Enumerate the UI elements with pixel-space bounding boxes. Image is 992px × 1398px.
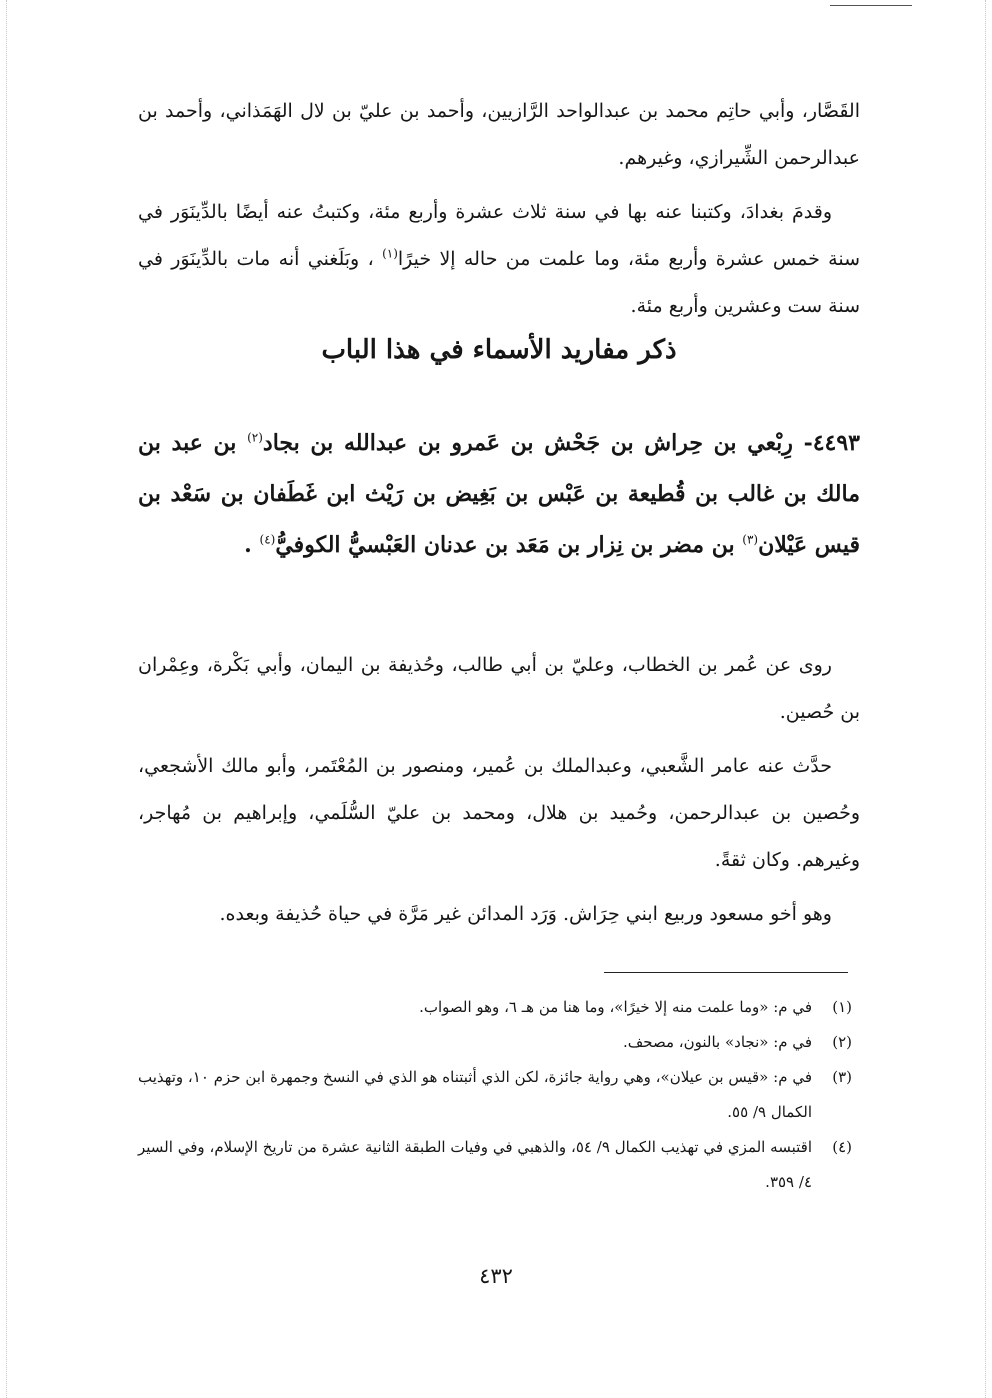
- footnote-2: [138, 1025, 852, 1060]
- entry-name-end: .: [244, 532, 252, 558]
- footnote-number: (٣): [832, 1068, 852, 1086]
- entry-name-part-3: بن مضر بن نِزار بن مَعَد بن عدنان العَبْسيُّ الكوفيُّ: [275, 532, 735, 558]
- paragraph-narrators: حدَّث عنه عامر الشَّعبي، وعبدالملك بن عُمير، ومنصور بن المُعْتَمر، وأبو مالك الأشجعي، وحُصين بن عبدالرحمن، وحُميد بن هلال، ومحمد بن عليّ السُّلَمي، وإبراهيم بن مُهاجر، وغيرهم. وكان ثقةً.: [138, 755, 860, 871]
- margin-guide-right: [985, 0, 986, 1398]
- page-number: ٤٣٢: [479, 1264, 513, 1288]
- margin-guide-left: [6, 0, 7, 1398]
- footnote-1: [138, 990, 852, 1025]
- biography-entry: [138, 418, 860, 571]
- footnote-4: [138, 1130, 852, 1200]
- footnote-marker-3[interactable]: (٣): [742, 532, 759, 547]
- entry-lineage: [138, 418, 860, 571]
- paragraph-baghdad: [138, 189, 860, 330]
- footnote-number: (٢): [832, 1033, 852, 1051]
- footnotes: [138, 990, 852, 1200]
- paragraph-brothers: وهو أخو مسعود وربيع ابني حِرَاش. وَرَد المدائن غير مَرَّة في حياة حُذيفة وبعده.: [219, 903, 832, 925]
- paragraph-narrated-from: روى عن عُمر بن الخطاب، وعليّ بن أبي طالب، وحُذيفة بن اليمان، وأبي بَكْرة، وعِمْران بن حُصين.: [138, 654, 860, 723]
- paragraph-baghdad-end: ، وبَلَغني أنه مات بالدِّينَوَر في سنة ست وعشرين وأربع مئة.: [138, 248, 860, 317]
- header-rule: [830, 5, 912, 6]
- footnote-text: في م: «نجاد» بالنون، مصحف.: [622, 1033, 812, 1051]
- footnote-number: (١): [832, 998, 852, 1016]
- footnote-marker-4[interactable]: (٤): [259, 532, 276, 547]
- paragraph-baghdad-text: وقدمَ بغدادَ، وكتبنا عنه بها في سنة ثلاث عشرة وأربع مئة، وكتبتُ عنه أيضًا بالدِّينَوَر في سنة خمس عشرة وأربع مئة، وما علمت من حاله إلا خيرًا: [138, 201, 860, 270]
- footnote-3: [138, 1060, 852, 1130]
- entry-name-part-1: ٤٤٩٣- رِبْعي بن حِراش بن جَحْش بن عَمرو بن عبدالله بن بجاد: [262, 430, 860, 456]
- paragraph-teachers: القَصَّار، وأبي حاتِم محمد بن عبدالواحد الرَّازيين، وأحمد بن عليّ بن لال الهَمَذاني، وأحمد بن عبدالرحمن الشِّيرازي، وغيرهم.: [138, 100, 860, 169]
- footnote-text: في م: «وما علمت منه إلا خيرًا»، وما هنا من هـ ٦، وهو الصواب.: [419, 998, 812, 1016]
- footnote-number: (٤): [832, 1138, 852, 1156]
- continued-entry: [138, 88, 860, 337]
- entry-name-part-2: بن عبد بن مالك بن غالب بن قُطيعة بن عَبْس بن بَغِيض بن رَيْث ابن غَطَفان بن سَعْد بن قيس عَيْلان: [138, 430, 860, 558]
- footnote-separator: [604, 972, 848, 973]
- footnote-marker-2[interactable]: (٢): [247, 430, 263, 445]
- footnote-text: اقتبسه المزي في تهذيب الكمال ٩/ ٥٤، والذهبي في وفيات الطبقة الثانية عشرة من تاريخ الإسلام، وفي السير ٤/ ٣٥٩.: [138, 1138, 812, 1191]
- footnote-text: في م: «قيس بن عيلان»، وهي رواية جائزة، لكن الذي أثبتناه هو الذي في النسخ وجمهرة ابن حزم ١٠، وتهذيب الكمال ٩/ ٥٥.: [138, 1068, 812, 1121]
- section-heading: ذكر مفاريد الأسماء في هذا الباب: [321, 335, 677, 365]
- footnote-marker-1[interactable]: (١): [382, 246, 398, 261]
- entry-body: [138, 642, 860, 945]
